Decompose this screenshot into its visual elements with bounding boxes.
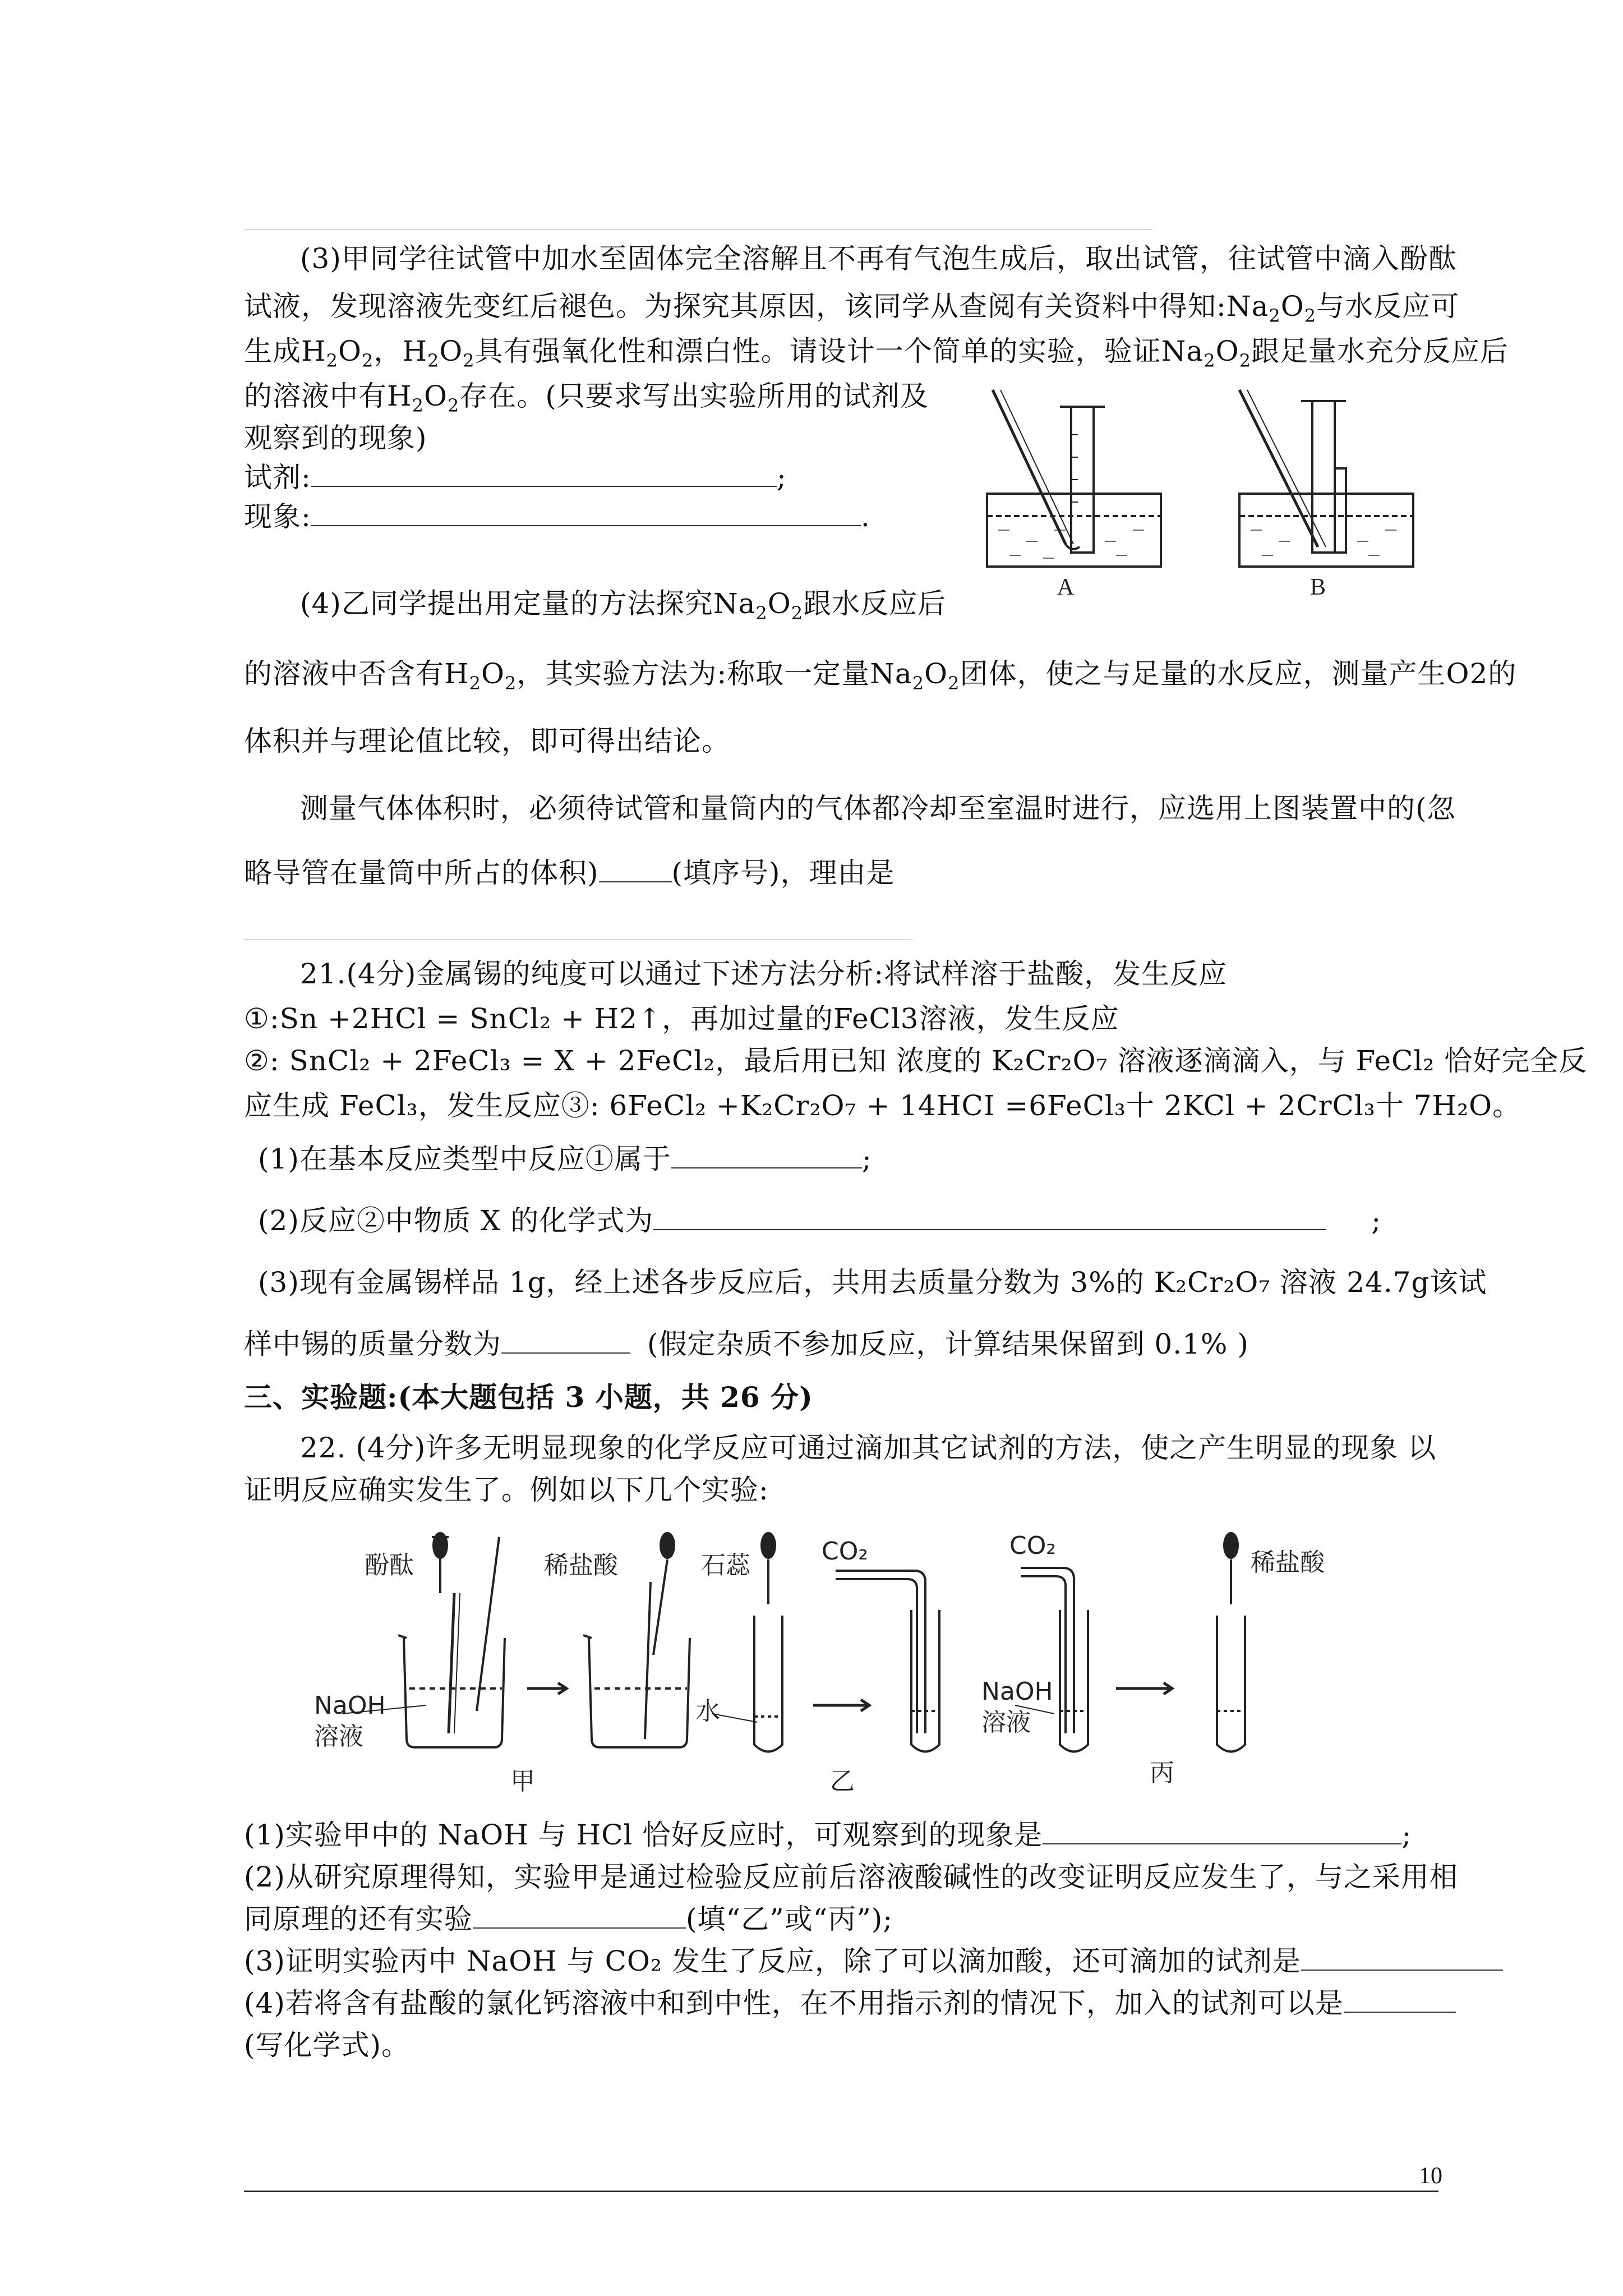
q3-line2: 试液，发现溶液先变红后褪色。为探究其原因，该同学从查阅有关资料中得知$:Na_2O_2$与水反应可 xyxy=(244,290,1460,326)
label-litmus: 石蕊 xyxy=(701,1551,750,1580)
x-formula-blank[interactable] xyxy=(653,1202,1326,1230)
label-naoh-2: NaOH xyxy=(981,1677,1053,1706)
q21-line1: 21.(4分)金属锡的纯度可以通过下述方法分析:将试样溶于盐酸，发生反应 xyxy=(300,958,1228,990)
apparatus-a xyxy=(987,390,1161,567)
label-bing: 丙 xyxy=(1150,1759,1174,1787)
label-naoh-1: NaOH xyxy=(314,1691,386,1720)
q4-line5-a: 略导管在量筒中所占的体积) xyxy=(244,857,599,889)
q21-sub3b-text: 样中锡的质量分数为 xyxy=(244,1328,501,1360)
q3-phenomenon xyxy=(244,496,870,537)
q21-sub3c-text: (假定杂质不参加反应，计算结果保留到 0.1% ) xyxy=(647,1328,1249,1360)
q22-sub1-end: ; xyxy=(1401,1819,1412,1851)
q21-line4: 应生成 FeCl₃，发生反应③: 6FeCl₂ +K₂Cr₂O₇ + 14HCI =6FeCl₃十 2KCl + 2CrCl₃十 7H₂O。 xyxy=(244,1089,1521,1122)
q3-line3-f: O xyxy=(1215,335,1239,367)
q4-line2-d: O xyxy=(924,657,948,690)
label-dilute-hcl-2: 稀盐酸 xyxy=(1251,1548,1325,1577)
q3-line3-d: O xyxy=(439,335,463,367)
q3-line2-text: 试液，发现溶液先变红后褪色。为探究其原因，该同学从查阅有关资料中得知:Na xyxy=(244,290,1269,323)
q22-line1: 22. (4分)许多无明显现象的化学反应可通过滴加其它试剂的方法，使之产生明显的现象 以 xyxy=(300,1432,1437,1464)
q21-sub3b xyxy=(244,1324,1249,1364)
phenomenon-answer-blank[interactable] xyxy=(311,498,861,526)
q4-line4: 测量气体体积时，必须待试管和量筒内的气体都冷却至室温时进行，应选用上图装置中的(忽 xyxy=(300,792,1456,825)
apparatus-figure xyxy=(976,390,1424,603)
experiment-bing xyxy=(1015,1533,1245,1752)
q4-line2-e: 团体，使之与足量的水反应，测量产生O2的 xyxy=(960,657,1517,690)
neutralizer-blank[interactable] xyxy=(1344,1985,1456,2013)
q3-line3-e: 具有强氧化性和漂白性。请设计一个简单的实验，验证Na xyxy=(474,335,1204,367)
label-solution-1: 溶液 xyxy=(314,1722,363,1751)
label-phenolphthalein: 酚酞 xyxy=(365,1551,414,1580)
q4-line5-b: (填序号)，理由是 xyxy=(671,857,895,889)
reagent-label: 试剂: xyxy=(244,461,311,494)
q3-line4-b: O xyxy=(423,380,448,412)
reagent-end: ; xyxy=(776,461,787,494)
q21-sub3: (3)现有金属锡样品 1g，经上述各步反应后，共用去质量分数为 3%的 K₂Cr₂O₇ 溶液 24.7g该试 xyxy=(258,1266,1487,1299)
label-yi: 乙 xyxy=(830,1767,855,1796)
q21-sub2-end: ; xyxy=(1371,1204,1382,1237)
label-co2-1: CO₂ xyxy=(822,1537,868,1566)
q4-line1-b: O xyxy=(767,587,791,620)
q3-line3: 生成$H_2O_2$，$H_2O_2$具有强氧化性和漂白性。请设计一个简单的实验，验证$Na_2O_2$跟足量水充分反应后 xyxy=(244,335,1509,371)
q22-sub4-text: (4)若将含有盐酸的氯化钙溶液中和到中性，在不用指示剂的情况下，加入的试剂可以是 xyxy=(244,1987,1344,2019)
q3-line4: 的溶液中有$H_2O_2$存在。(只要求写出实验所用的试剂及 xyxy=(244,380,929,416)
q22-sub3-text: (3)证明实验丙中 NaOH 与 CO₂ 发生了反应，除了可以滴加酸，还可滴加的试剂是 xyxy=(244,1945,1301,1977)
apparatus-b xyxy=(1239,390,1413,567)
phenomenon-end: . xyxy=(860,500,870,533)
q21-line3: ②: SnCl₂ + 2FeCl₃ = X + 2FeCl₂，最后用已知 浓度的 K₂Cr₂O₇ 溶液逐滴滴入，与 FeCl₂ 恰好完全反 xyxy=(244,1045,1588,1077)
q22-sub1 xyxy=(244,1815,1412,1855)
q22-sub4b: (写化学式)。 xyxy=(244,2029,411,2062)
label-jia: 甲 xyxy=(510,1767,535,1796)
reaction-type-blank[interactable] xyxy=(671,1140,862,1168)
page-number: 10 xyxy=(1419,2163,1442,2189)
q4-line1-a: (4)乙同学提出用定量的方法探究Na xyxy=(300,587,756,620)
q21-sub1 xyxy=(258,1139,872,1179)
q3-line5: 观察到的现象) xyxy=(244,422,427,454)
q4-line3: 体积并与理论值比较，即可得出结论。 xyxy=(244,725,730,757)
reagent-blank[interactable] xyxy=(1301,1943,1503,1971)
reagent-answer-blank[interactable] xyxy=(311,459,777,487)
q4-line5 xyxy=(244,853,895,893)
q22-sub4 xyxy=(244,1983,1456,2023)
q4-line1: (4)乙同学提出用定量的方法探究$Na_2O_2$跟水反应后 xyxy=(300,587,947,624)
section3-heading: 三、实验题:(本大题包括 3 小题，共 26 分) xyxy=(244,1381,813,1414)
q3-line4-c: 存在。(只要求写出实验所用的试剂及 xyxy=(459,380,929,412)
label-b: B xyxy=(1310,574,1326,600)
tin-fraction-blank[interactable] xyxy=(501,1326,630,1354)
q22-sub2b-text: 同原理的还有实验 xyxy=(244,1903,473,1935)
q3-line2-end: 与水反应可 xyxy=(1316,290,1460,323)
apparatus-choice-blank[interactable] xyxy=(599,854,672,882)
q3-line3-a: 生成H xyxy=(244,335,326,367)
q21-sub2-text: (2)反应②中物质 X 的化学式为 xyxy=(258,1204,654,1237)
q22-sub2b xyxy=(244,1899,893,1939)
phenomenon-label: 现象: xyxy=(244,500,311,533)
q21-sub2 xyxy=(258,1200,1381,1241)
footer-rule xyxy=(244,2191,1438,2192)
experiment-figure xyxy=(308,1520,1374,1801)
label-a: A xyxy=(1057,574,1075,600)
q3-line1: (3)甲同学往试管中加水至固体完全溶解且不再有气泡生成后，取出试管，往试管中滴入酚酞 xyxy=(300,242,1457,275)
label-solution-2: 溶液 xyxy=(981,1708,1031,1737)
label-dilute-hcl-1: 稀盐酸 xyxy=(544,1551,618,1580)
q22-sub2c-text: (填“乙”或“丙”); xyxy=(686,1903,893,1935)
same-principle-blank[interactable] xyxy=(473,1901,686,1929)
q4-line2-a: 的溶液中否含有H xyxy=(244,657,469,690)
q3-line3-g: 跟足量水充分反应后 xyxy=(1251,335,1509,367)
q21-sub1-end: ; xyxy=(861,1143,872,1175)
q3-line3-b: O xyxy=(338,335,362,367)
q22-line2: 证明反应确实发生了。例如以下几个实验: xyxy=(244,1474,769,1506)
q21-line2: ①:Sn +2HCl = SnCl₂ + H2↑，再加过量的FeCl3溶液，发生反应 xyxy=(244,1002,1119,1035)
label-water: 水 xyxy=(695,1697,720,1726)
q3-line2-o: O xyxy=(1280,290,1304,323)
q22-sub1-text: (1)实验甲中的 NaOH 与 HCl 恰好反应时，可观察到的现象是 xyxy=(244,1819,1043,1851)
q21-sub1-text: (1)在基本反应类型中反应①属于 xyxy=(258,1143,671,1175)
q4-line1-c: 跟水反应后 xyxy=(803,587,947,620)
label-co2-2: CO₂ xyxy=(1009,1531,1056,1560)
q3-reagent xyxy=(244,457,787,498)
q22-sub3 xyxy=(244,1941,1503,1981)
phenomenon-blank[interactable] xyxy=(1043,1816,1401,1844)
q3-line4-a: 的溶液中有H xyxy=(244,380,412,412)
q4-line2-b: O xyxy=(481,657,505,690)
q3-line3-c: ，H xyxy=(374,335,427,367)
q22-sub2a: (2)从研究原理得知，实验甲是通过检验反应前后溶液酸碱性的改变证明反应发生了，与之采用相 xyxy=(244,1861,1458,1893)
q4-line2: 的溶液中否含有$H_2O_2$，其实验方法为:称取一定量$Na_2O_2$团体，使之与足量的水反应，测量产生O2的 xyxy=(244,657,1517,694)
q4-line2-c: ，其实验方法为:称取一定量Na xyxy=(517,657,912,690)
